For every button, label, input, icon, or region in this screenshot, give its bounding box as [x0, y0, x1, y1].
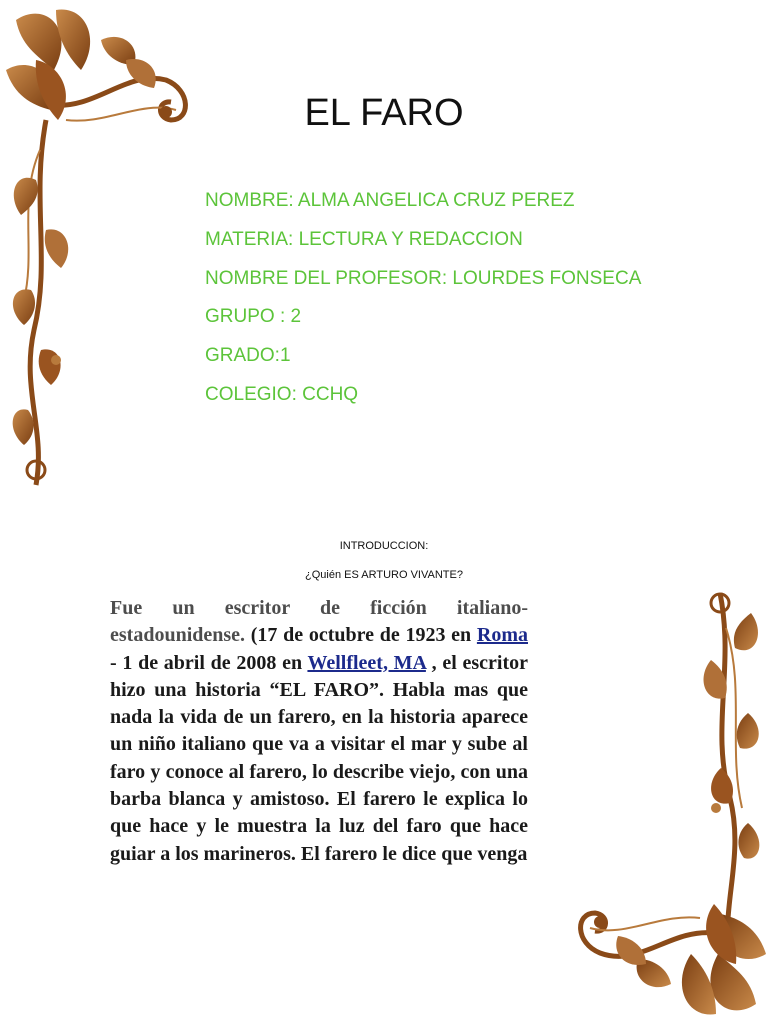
link-roma[interactable]: Roma [476, 624, 528, 647]
document-title: EL FARO [304, 92, 464, 134]
info-school: COLEGIO: CCHQ [205, 383, 359, 405]
body-text-part2: - 1 de abril de 2008 en [110, 651, 308, 674]
student-info-block [205, 182, 641, 415]
info-teacher: NOMBRE DEL PROFESOR: LOURDES FONSECA [205, 267, 642, 289]
intro-question: ¿Quién ES ARTURO VIVANTE? [305, 569, 463, 581]
floral-ornament-bottom-right [530, 588, 766, 1024]
info-name: NOMBRE: ALMA ANGELICA CRUZ PEREZ [205, 190, 575, 211]
body-intro-sentence: Fue un escritor de ficción italiano-estadounidense. [110, 597, 528, 647]
link-wellfleet[interactable]: Wellfleet, MA [307, 651, 426, 674]
body-text-part1: (17 de octubre de 1923 en [245, 624, 477, 647]
body-paragraph [110, 595, 528, 868]
info-grade: GRADO:1 [205, 345, 291, 367]
info-group: GRUPO : 2 [205, 306, 302, 328]
info-subject: MATERIA: LECTURA Y REDACCION [205, 228, 523, 250]
body-text-part3: , el escritor hizo una historia “EL FARO”. Habla mas que nada la vida de un farero, en la historia aparece un niño italiano que va a visitar el mar y sube al faro y conoce al farero, lo describe viejo, con una barba blanca y amistoso. El farero le explica lo que hace y le muestra la luz del faro que hace guiar a los marineros. El farero le dice que venga [110, 651, 528, 865]
intro-heading: INTRODUCCION: [339, 540, 429, 552]
floral-ornament-top-left [6, 0, 196, 488]
